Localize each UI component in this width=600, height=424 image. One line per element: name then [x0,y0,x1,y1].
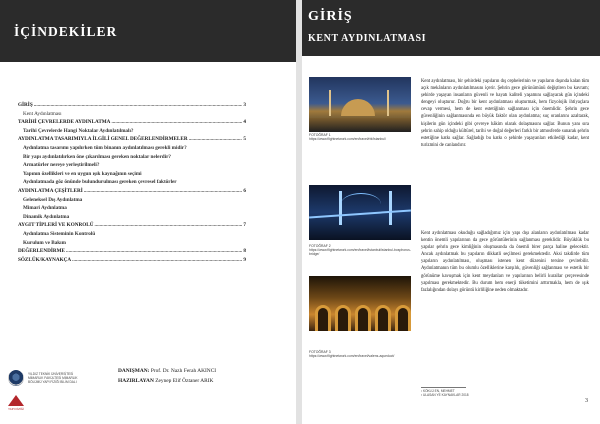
toc-entry-label: Aydınlatmada göz önünde bulundurulması gereken çevresel faktörler [23,179,177,186]
photo-mosque-night [309,77,411,132]
toc-entry-label: Kent Aydınlatması [23,110,62,117]
university-logo [8,370,88,386]
figure-label-3: FOTOĞRAF 3 [309,350,331,354]
toc-section-row[interactable] [18,101,246,110]
author-name: Zeynep Elif Öztaner ARIK [155,378,214,384]
advisor-name: Prof. Dr. Nazlı Ferah AKINCI [150,368,217,374]
toc-subsection-row[interactable] [18,196,246,205]
figure-source-2: https://www.flightnetwork.com/en/travel/istanbul/istanbul-bosphorus-bridge/ [309,248,411,257]
toc-page-number: 5 [243,136,246,143]
figure-label-2: FOTOĞRAF 2 [309,244,331,248]
toc-entry-label: Aydınlatma Sisteminin Kontrolü [23,230,96,237]
advisor-label: DANIŞMAN: [118,368,150,374]
chapter-header [302,0,600,56]
toc-page-number: 4 [243,119,246,126]
university-logo-text: YILDIZ TEKNİK ÜNİVERSİTESİ MİMARLIK FAKÜLTESİ MİMARLIK BÖLÜMÜ YAPI FİZİĞİ BİLİM DALI [28,372,78,384]
photo-bridge-night [309,185,411,240]
emblem-triangle-icon [8,395,24,406]
chapter-subtitle: KENT AYDINLATMASI [308,33,427,44]
toc-entry-label: AYDINLATMA TASARIMIYLA İLGİLİ GENEL DEĞERLENDİRMELER [18,136,188,143]
toc-entry-label: Aydınlatma tasarımı yapılırken tüm binanın aydınlatılması gerekli midir? [23,144,187,151]
right-page [302,0,600,424]
toc-section-row[interactable] [18,256,246,265]
toc-subsection-row[interactable] [18,110,246,119]
toc-subsection-row[interactable] [18,204,246,213]
figure-label-1: FOTOĞRAF 1 [309,133,331,137]
toc-entry-label: Tarihi Çevrelerde Hangi Noktalar Aydınlatılmalı? [23,127,134,134]
footnote-rule [421,387,466,388]
toc-leader-dots [94,221,242,230]
toc-entry-label: TARİHİ ÇEVRELERDE AYDINLATMA [18,119,111,126]
figure-caption-1 [309,133,415,141]
toc-page-number: 6 [243,187,246,194]
toc-entry-label: DEĞERLENDİRME [18,248,65,255]
toc-page-number: 3 [243,102,246,108]
toc-section-row[interactable] [18,187,246,196]
footnote: ¹ KÖKLÜ EN, MEHMET ² ULASAN YE KAYNAKLAR 2018 [421,389,469,397]
intro-paragraph-1 [421,78,589,149]
toc-entry-label: SÖZLÜK/KAYNAKÇA [18,256,72,263]
toc-subsection-row[interactable] [18,213,246,222]
toc-entry-label: Bir yapı aydınlatılırken öne çıkarılması gereken noktalar nelerdir? [23,153,171,160]
toc-subsection-row[interactable] [18,127,246,136]
chapter-title: GİRİŞ [308,9,353,24]
toc-entry-label: GİRİŞ [18,102,33,108]
toc-entry-label: Geleneksel Dış Aydınlatma [23,196,83,203]
figure-source-1: https://www.flightnetwork.com/en/travel/rbl/istanbul/ [309,137,386,142]
toc-entry-label: Yapının özellikleri ve en uygun ışık kaynağının seçimi [23,170,142,177]
toc-entry-label: AYGIT TİPLERİ VE KONROLÜ [18,222,94,229]
toc-subsection-row[interactable] [18,161,246,170]
toc-entry-label: Dinamik Aydınlatma [23,213,70,220]
toc-section-row[interactable] [18,221,246,230]
toc-leader-dots [72,256,242,265]
figure-source-3: https://www.flightnetwork.com/en/travel/valens-aqueduct/ [309,354,395,359]
author-label: HAZIRLAYAN [118,378,154,384]
toc-entry-label: AYDINLATMA ÇEŞİTLERİ [18,187,83,194]
paragraph-1-text: Kent aydınlatması, bir şehirdeki yapıların dış cephelerinin ve yapıların dışında kalan tüm açık mekânların aydınlatılmasını içerir. Şehrin gece görünümünü değiştiren bu kavram; şehirde yaşayan insanların güvenli ve hayatı kaliteli yaşamını sağlayarak gün içindeki dengeyi oluşturur. Doğru bir kent aydınlatması oluşturmak, hem fizyolojik ihtiyaçlara cevap vermesi, hem de kent estetiğinin sağlanması için önemlidir. Şehrin gece güvenliğinin sağlanmasında en büyük faktör olan aydınlatma; suç oranlarını azaltarak, kişilerin gün içindeki gibi çevreye hâkim olarak dolaşmasını sağlar. Bunun yanı sıra şehrin sahip olduğu kültürel, tarihi ve doğal değerleri farklı bir atmosferde sunarak şehrin estetiğine katkı sağlar. Sağladığı bu katkı o şehirde yaşayanları etkilediği kadar, kent turizmini de canlandırır. [421,79,589,148]
intro-paragraph-2 [421,230,589,294]
credits [118,366,216,386]
toc-leader-dots [189,135,243,144]
photo-aqueduct-night [309,276,411,331]
toc-subsection-row[interactable] [18,239,246,248]
table-of-contents [18,101,246,264]
toc-title: İÇİNDEKİLER [14,24,118,39]
toc-page-number: 8 [243,248,246,255]
figure-caption-3 [309,350,415,358]
toc-subsection-row[interactable] [18,144,246,153]
toc-page-number: 9 [243,256,246,263]
toc-subsection-row[interactable] [18,153,246,162]
toc-subsection-row[interactable] [18,170,246,179]
toc-subsection-row[interactable] [18,230,246,239]
toc-section-row[interactable] [18,118,246,127]
toc-leader-dots [34,101,243,110]
university-seal-icon [8,370,24,386]
figure-caption-2 [309,244,415,257]
toc-entry-label: Kurulum ve Bakım [23,239,66,246]
left-page [0,0,296,424]
toc-entry-label: Armatürler nereye yerleştirilmeli? [23,162,100,169]
emblem-label: YAPI FİZİĞİ [8,407,24,411]
department-emblem [8,395,24,409]
paragraph-2-text: Kent aydınlatması okuduğu sağladığımız için yapı dışı alanların aydınlatılması kadar kentin önemli yapılarının da gece görüntülerinin sağlanması gereklidir. Büyüklük bu yapılar şehrin gece kimliğinin oluşmasında da önemli birer parça haline gelecektir. Ancak aydınlatmak bu yapıların dikkatli seçilmesi gerekmektedir. Aksi takdirde tüm yapıların aydınlatılması, oluşması istenen kent düzenini tersine çevirebilir. Aydınlatmanın tüm bu olumlu özelliklerine karşılık, güvenliği sağlanması ve estetik bir görünüme kavuşmak için kent meydanları ve yapılarının belirli kurallar çerçevesinde yapılması gerekmektedir. Bu durum hem enerji tüketimini arttırmakla, hem de ışık fazlalığından dolayı görüntü kirliliğine neden olmaktadır. [421,231,589,293]
toc-leader-dots [84,187,243,196]
toc-page-number: 7 [243,222,246,229]
toc-subsection-row[interactable] [18,178,246,187]
toc-section-row[interactable] [18,247,246,256]
toc-leader-dots [111,118,242,127]
toc-section-row[interactable] [18,135,246,144]
page-number: 3 [585,398,588,404]
toc-header [0,0,296,62]
toc-leader-dots [66,247,242,256]
toc-entry-label: Mimari Aydınlatma [23,205,67,212]
